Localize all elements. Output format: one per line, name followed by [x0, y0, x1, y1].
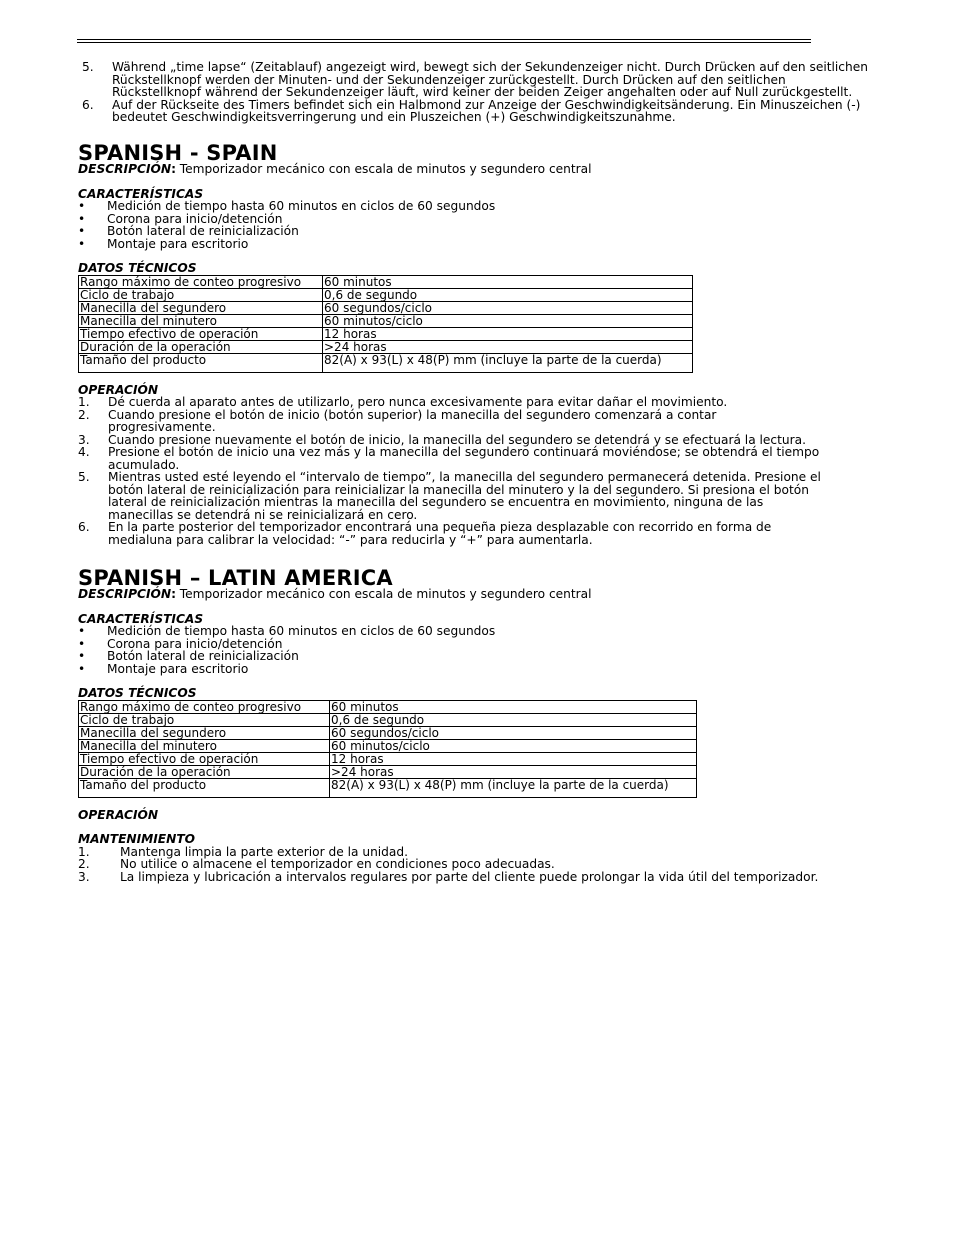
table-row — [79, 314, 693, 327]
description-colon: : — [171, 162, 176, 176]
spain-specs-title: DATOS TÉCNICOS — [78, 261, 197, 275]
bullet: • — [78, 211, 86, 226]
operation-text — [108, 471, 878, 521]
description-text: Temporizador mecánico con escala de minutos y segundero central — [175, 162, 592, 176]
spec-label: Rango máximo de conteo progresivo — [79, 700, 330, 713]
spec-label: Manecilla del segundero — [79, 301, 323, 314]
maintenance-text: Mantenga limpia la parte exterior de la unidad. — [120, 844, 408, 859]
operation-line: Cuando presione nuevamente el botón de inicio, la manecilla del segundero se detendrá y se efectuará la lectura. — [108, 432, 806, 447]
feature-text: Corona para inicio/detención — [107, 636, 283, 651]
maintenance-number: 3. — [78, 869, 90, 884]
table-row — [79, 739, 697, 752]
feature-text: Montaje para escritorio — [107, 236, 249, 251]
german-item-6 — [82, 99, 878, 124]
operation-number: 6. — [78, 520, 90, 534]
table-row — [79, 288, 693, 301]
latam-description — [78, 588, 878, 601]
german-item-text: Auf der Rückseite des Timers befindet sich ein Halbmond zur Anzeige der Geschwindigkeitsänderung. Ein Minuszeichen (-) bedeutet Geschwindigkeitsverringerung und ein Pluszeichen (+) Geschwindigkeitszunahme. — [112, 97, 861, 124]
german-item-number: 5. — [82, 60, 94, 74]
maintenance-text: No utilice o almacene el temporizador en condiciones poco adecuadas. — [120, 857, 555, 871]
spain-feature-item — [78, 238, 878, 251]
maintenance-text: La limpieza y lubricación a intervalos regulares por parte del cliente puede prolongar la vida útil del temporizador. — [120, 869, 819, 884]
spec-label: Tiempo efectivo de operación — [79, 327, 323, 340]
operation-text — [108, 396, 878, 409]
latam-specs-table — [78, 700, 697, 798]
operation-number: 4. — [78, 445, 90, 459]
spec-value: 60 segundos/ciclo — [330, 726, 697, 739]
spain-section — [78, 143, 878, 546]
operation-line: Presione el botón de inicio una vez más y la manecilla del segundero continuará moviéndose; se obtendrá el tiempo — [108, 445, 820, 459]
table-row — [79, 726, 697, 739]
spec-value: 60 segundos/ciclo — [323, 301, 693, 314]
description-text: Temporizador mecánico con escala de minutos y segundero central — [175, 587, 592, 601]
spec-value: 0,6 de segundo — [323, 288, 693, 301]
feature-text: Corona para inicio/detención — [107, 211, 283, 226]
table-row — [79, 275, 693, 288]
spec-value: 60 minutos — [323, 275, 693, 288]
spain-description — [78, 163, 878, 176]
operation-line: medialuna para calibrar la velocidad: “-” para reducirla y “+” para aumentarla. — [108, 532, 593, 547]
spain-title: SPANISH - SPAIN — [78, 141, 278, 165]
spec-value: 82(A) x 93(L) x 48(P) mm (incluye la parte de la cuerda) — [323, 353, 693, 372]
spec-label: Manecilla del minutero — [79, 739, 330, 752]
spec-label: Tamaño del producto — [79, 353, 323, 372]
operation-line: manecillas se detendrá ni se reinicializará en cero. — [108, 507, 418, 522]
operation-line: acumulado. — [108, 457, 180, 472]
operation-line: En la parte posterior del temporizador encontrará una pequeña pieza desplazable con recorrido en forma de — [108, 520, 772, 534]
bullet: • — [78, 624, 86, 638]
german-item-5 — [82, 61, 878, 99]
latam-features-title: CARACTERÍSTICAS — [78, 611, 204, 626]
description-colon: : — [171, 587, 176, 601]
feature-text: Montaje para escritorio — [107, 661, 249, 676]
spec-label: Rango máximo de conteo progresivo — [79, 275, 323, 288]
table-row — [79, 765, 697, 778]
feature-text: Botón lateral de reinicialización — [107, 649, 299, 663]
latam-feature-item — [78, 650, 878, 663]
spec-value: 0,6 de segundo — [330, 713, 697, 726]
spain-operation-title: OPERACIÓN — [78, 382, 159, 397]
spec-label: Tamaño del producto — [79, 778, 330, 797]
spain-feature-item — [78, 200, 878, 213]
spec-value: >24 horas — [330, 765, 697, 778]
feature-text: Botón lateral de reinicialización — [107, 224, 299, 238]
spec-value: 12 horas — [323, 327, 693, 340]
description-label: DESCRIPCIÓN — [78, 162, 172, 176]
latam-section — [78, 568, 878, 883]
latam-feature-item — [78, 663, 878, 676]
table-row — [79, 301, 693, 314]
spec-label: Manecilla del minutero — [79, 314, 323, 327]
maintenance-item — [78, 871, 878, 884]
latam-operation-title: OPERACIÓN — [78, 807, 159, 822]
maintenance-number: 2. — [78, 857, 90, 871]
spain-specs-table — [78, 275, 693, 373]
table-row — [79, 752, 697, 765]
table-row — [79, 353, 693, 372]
operation-line: lateral de reinicialización mientras la manecilla del segundero se encuentra en movimiento, ninguna de las — [108, 495, 764, 509]
maintenance-number: 1. — [78, 844, 90, 859]
operation-line: Mientras usted esté leyendo el “intervalo de tiempo”, la manecilla del segundero permanecerá detenida. Presione el — [108, 470, 821, 484]
spain-feature-item — [78, 225, 878, 238]
feature-text: Medición de tiempo hasta 60 minutos en ciclos de 60 segundos — [107, 199, 496, 213]
table-row — [79, 713, 697, 726]
operation-text — [108, 521, 878, 546]
spec-value: >24 horas — [323, 340, 693, 353]
header-rule-bottom — [77, 42, 811, 43]
spec-label: Tiempo efectivo de operación — [79, 752, 330, 765]
bullet: • — [78, 199, 86, 213]
maintenance-item — [78, 858, 878, 871]
description-label: DESCRIPCIÓN — [78, 587, 172, 601]
operation-number: 3. — [78, 432, 90, 447]
operation-text — [108, 409, 878, 434]
spain-operation-list — [78, 396, 878, 546]
bullet: • — [78, 649, 86, 663]
spec-label: Manecilla del segundero — [79, 726, 330, 739]
spec-value: 12 horas — [330, 752, 697, 765]
bullet: • — [78, 661, 86, 676]
operation-item — [78, 446, 878, 471]
operation-item — [78, 521, 878, 546]
operation-number: 5. — [78, 470, 90, 484]
header-rule-top — [77, 39, 811, 40]
spec-label: Ciclo de trabajo — [79, 713, 330, 726]
german-item-text: Während „time lapse“ (Zeitablauf) angezeigt wird, bewegt sich der Sekundenzeiger nicht. Durch Drücken auf den seitlichen Rückstellknopf werden der Minuten- und der Sekundenzeiger zurückgestellt. Durch Drücken auf den seitlichen Rückstellknopf während der Sekundenzeiger läuft, wird keiner der beiden Zeiger angehalten oder auf Null zurückgestellt. — [112, 60, 868, 99]
bullet: • — [78, 224, 86, 238]
spec-label: Ciclo de trabajo — [79, 288, 323, 301]
operation-line: Cuando presione el botón de inicio (botón superior) la manecilla del segundero comenzará a contar — [108, 407, 717, 422]
german-section — [82, 61, 878, 124]
bullet: • — [78, 636, 86, 651]
table-row — [79, 778, 697, 797]
latam-feature-item — [78, 625, 878, 638]
operation-text — [108, 446, 878, 471]
spec-label: Duración de la operación — [79, 340, 323, 353]
spec-value: 60 minutos — [330, 700, 697, 713]
latam-title: SPANISH – LATIN AMERICA — [78, 566, 393, 590]
spec-value: 60 minutos/ciclo — [323, 314, 693, 327]
table-row — [79, 327, 693, 340]
spec-value: 60 minutos/ciclo — [330, 739, 697, 752]
operation-line: progresivamente. — [108, 420, 216, 434]
latam-specs-title: DATOS TÉCNICOS — [78, 686, 197, 700]
operation-line: Dé cuerda al aparato antes de utilizarlo, pero nunca excesivamente para evitar dañar el movimiento. — [108, 395, 728, 409]
table-row — [79, 340, 693, 353]
operation-item — [78, 471, 878, 521]
german-item-number: 6. — [82, 97, 94, 112]
feature-text: Medición de tiempo hasta 60 minutos en ciclos de 60 segundos — [107, 624, 496, 638]
spec-value: 82(A) x 93(L) x 48(P) mm (incluye la parte de la cuerda) — [330, 778, 697, 797]
bullet: • — [78, 236, 86, 251]
operation-number: 2. — [78, 407, 90, 422]
latam-maintenance-title: MANTENIMIENTO — [78, 832, 195, 846]
spec-label: Duración de la operación — [79, 765, 330, 778]
operation-number: 1. — [78, 395, 90, 409]
spain-features-title: CARACTERÍSTICAS — [78, 186, 204, 201]
operation-item — [78, 396, 878, 409]
operation-item — [78, 409, 878, 434]
table-row — [79, 700, 697, 713]
operation-line: botón lateral de reinicialización para reinicializar la manecilla del minutero y la del segundero. Si presiona el botón — [108, 482, 809, 497]
